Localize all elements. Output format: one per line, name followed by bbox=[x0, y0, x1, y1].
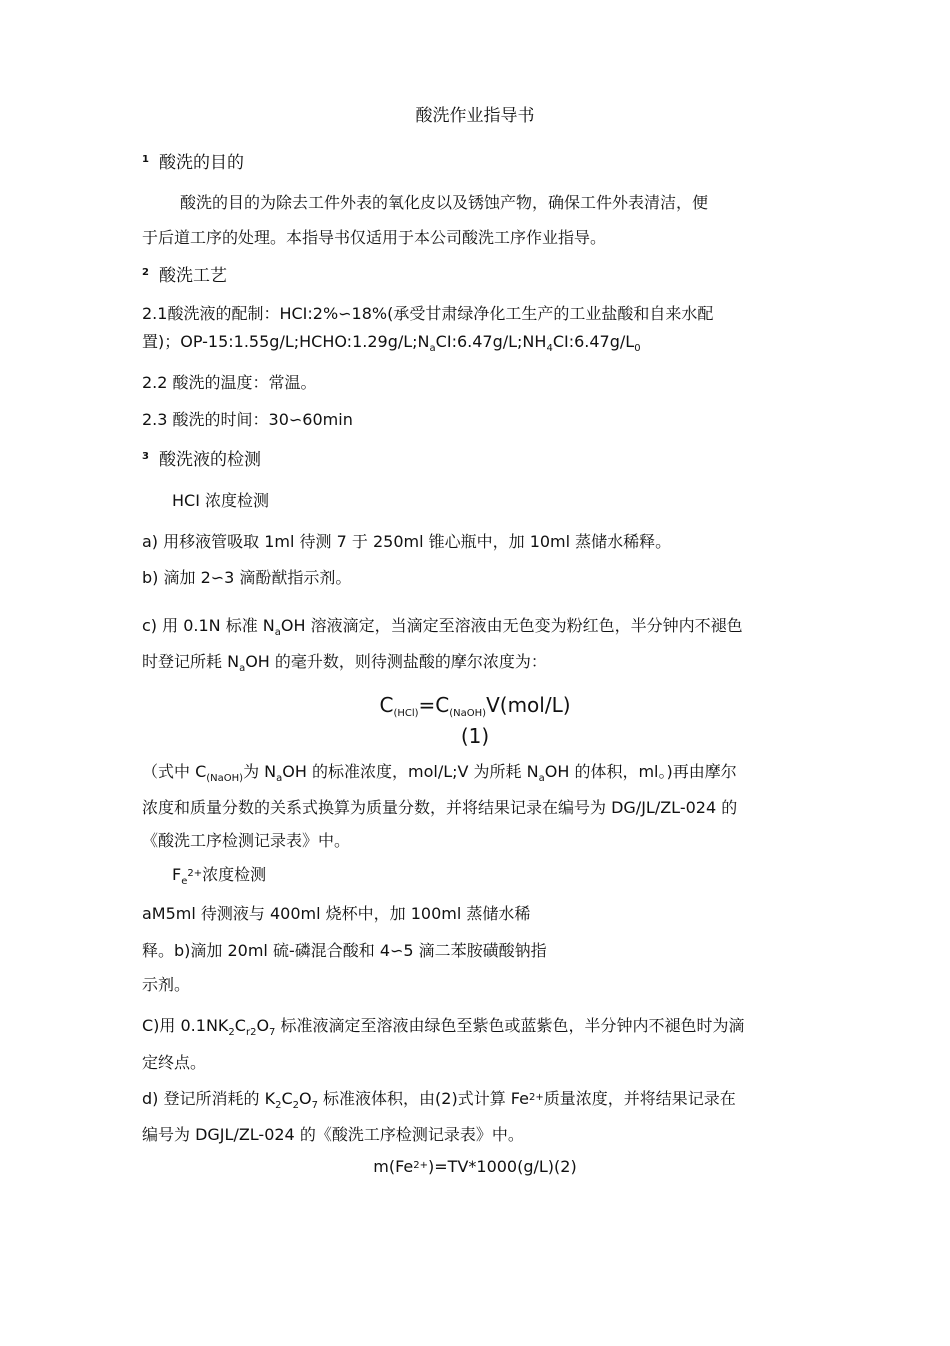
paragraph-line: 2.1酸洗液的配制：HCI:2%∽18%(承受甘肃绿净化工生产的工业盐酸和自来水配 bbox=[142, 304, 714, 323]
step-c-line: c) 用 0.1N 标准 $N_aOH$ 溶液滴定，当滴定至溶液由无色变为粉红色，半分钟内不褪色 bbox=[142, 616, 743, 638]
document-title: 酸洗作业指导书 bbox=[415, 106, 535, 126]
section-2-heading bbox=[142, 266, 227, 286]
fe-step-line: 示剂。 bbox=[142, 975, 191, 994]
section-3-heading bbox=[142, 450, 261, 470]
fe-step-d-line: 编号为 DGJL/ZL-024 的《酸洗工序检测记录表》中。 bbox=[142, 1125, 524, 1144]
step-a: a) 用移液管吸取 1ml 待测 7 于 250ml 锥心瓶中，加 10ml 蒸储水稀释。 bbox=[142, 532, 672, 551]
paragraph-line: 2.3 酸洗的时间：30∽60min bbox=[142, 410, 353, 429]
step-b: b) 滴加 2∽3 滴酚猷指示剂。 bbox=[142, 568, 352, 587]
section-title: 酸洗液的检测 bbox=[158, 450, 261, 470]
formula-1: $C_{(HCl)}=C_{(NaOH)}V(mol/L)$ bbox=[379, 693, 571, 719]
formula-2: $m(Fe^{2+})=TV*1000(g/L)(2)$ bbox=[373, 1157, 577, 1176]
note-line: 浓度和质量分数的关系式换算为质量分数，并将结果记录在编号为 DG/JL/ZL-024 的 bbox=[142, 798, 738, 817]
paragraph-line: 于后道工序的处理。本指导书仅适用于本公司酸洗工序作业指导。 bbox=[142, 228, 607, 247]
fe-step-c-line: C)用 $0.1NK_2C_{r2}O_7$ 标准液滴定至溶液由绿色至紫色或蓝紫色，半分钟内不褪色时为滴 bbox=[142, 1016, 745, 1038]
fe-step-c-line: 定终点。 bbox=[142, 1053, 207, 1072]
subheading-hcl: HCI 浓度检测 bbox=[172, 491, 270, 510]
section-title: 酸洗工艺 bbox=[158, 266, 227, 286]
section-number: 3 bbox=[142, 451, 149, 462]
subheading-fe: $F_e^{2+}$浓度检测 bbox=[172, 865, 267, 887]
section-title: 酸洗的目的 bbox=[158, 153, 244, 173]
section-number: 2 bbox=[142, 267, 149, 278]
formula-1-number: (1) bbox=[460, 724, 490, 748]
note-line: （式中 $C_{(NaOH)}$为 $N_aOH$ 的标准浓度，mol/L;V 为所耗 $N_aOH$ 的体积，ml。)再由摩尔 bbox=[142, 762, 737, 784]
section-number: 1 bbox=[142, 154, 149, 165]
fe-step-line: 释。b)滴加 20ml 硫-磷混合酸和 4∽5 滴二苯胺磺酸钠指 bbox=[142, 941, 547, 960]
step-c-line: 时登记所耗 $N_aOH$ 的毫升数，则待测盐酸的摩尔浓度为： bbox=[142, 652, 547, 674]
fe-step-d-line: d) 登记所消耗的 $K_2C_2O_7$ 标准液体积，由(2)式计算 $Fe^{2+}$质量浓度，并将结果记录在 bbox=[142, 1089, 736, 1111]
fe-step-line: aM5ml 待测液与 400ml 烧杯中，加 100ml 蒸储水稀 bbox=[142, 904, 531, 923]
paragraph-line: 置)；$OP-15:1.55g/L;HCHO:1.29g/L;N_aCI:6.47g/L;NH_4CI:6.47g/L_0$ bbox=[142, 332, 641, 354]
paragraph-line: 酸洗的目的为除去工件外表的氧化皮以及锈蚀产物，确保工件外表清洁，便 bbox=[180, 193, 709, 212]
section-1-heading bbox=[142, 153, 244, 173]
note-line: 《酸洗工序检测记录表》中。 bbox=[142, 831, 351, 850]
paragraph-line: 2.2 酸洗的温度：常温。 bbox=[142, 373, 317, 392]
